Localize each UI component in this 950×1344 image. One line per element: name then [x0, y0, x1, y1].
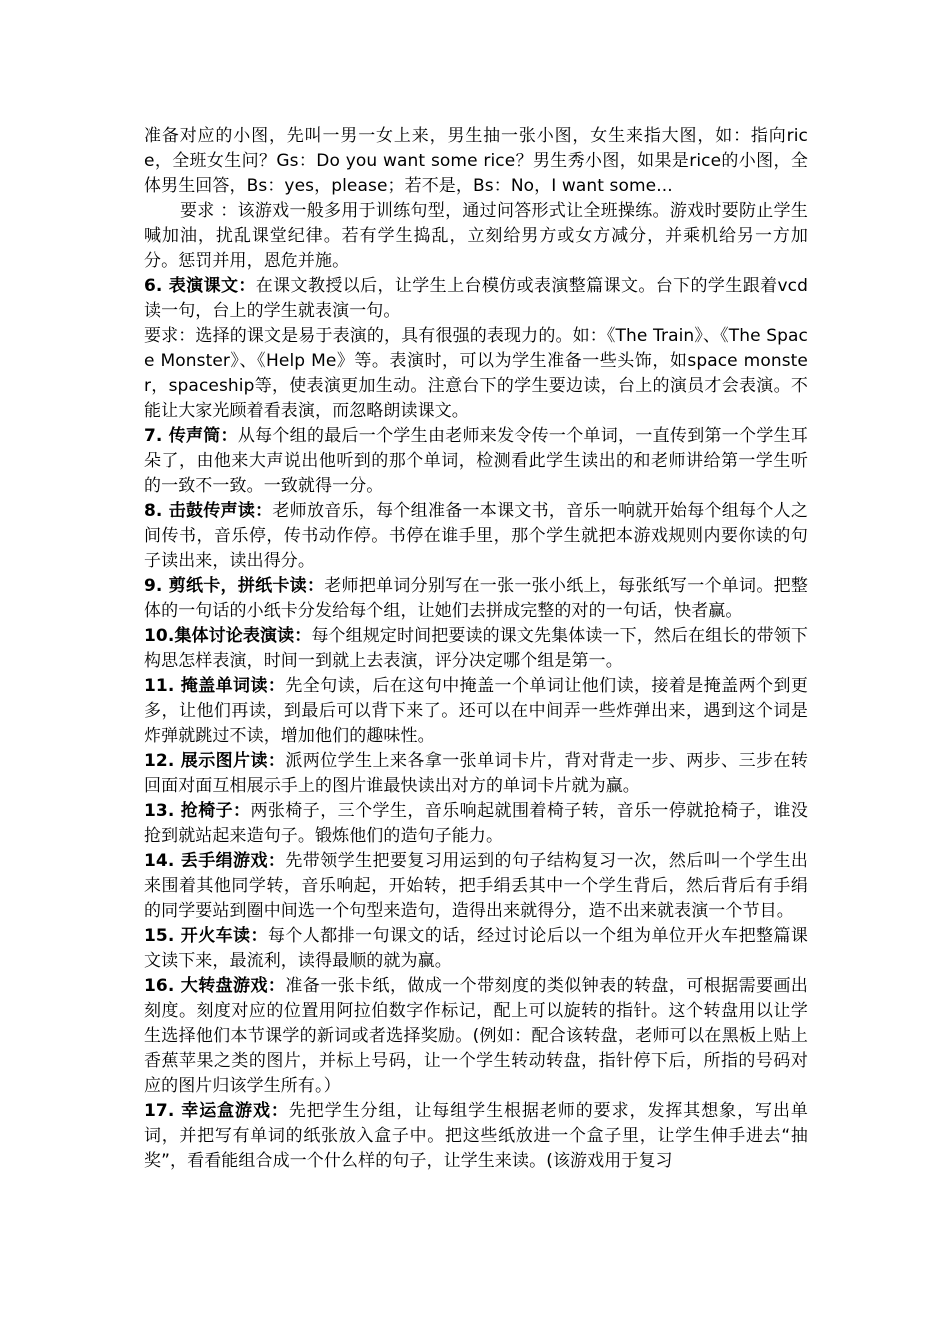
item-14: [144, 849, 808, 924]
item-6-title: 6. 表演课文：: [144, 276, 256, 296]
item-17: [144, 1099, 808, 1174]
intro-continuation: 准备对应的小图，先叫一男一女上来，男生抽一张小图，女生来指大图，如：指向rice，全班女生问？Gs：Do you want some rice？男生秀小图，如果是rice的小图，全体男生回答，Bs：yes，please；若不是，Bs：No，I want some...: [144, 126, 808, 196]
item-12: [144, 749, 808, 799]
item-13-body: 两张椅子，三个学生，音乐响起就围着椅子转，音乐一停就抢椅子，谁没抢到就站起来造句子。锻炼他们的造句子能力。: [144, 801, 808, 846]
item-14-title: 14. 丢手绢游戏：: [144, 851, 286, 871]
item-8-title: 8. 击鼓传声读：: [144, 501, 273, 521]
item-9-body: 老师把单词分别写在一张一张小纸上，每张纸写一个单词。把整体的一句话的小纸卡分发给每个组，让她们去拼成完整的对的一句话，快者赢。: [144, 576, 808, 621]
item-15: [144, 924, 808, 974]
item-14-body: 先带领学生把要复习用运到的句子结构复习一次，然后叫一个学生出来围着其他同学转，音乐响起，开始转，把手绢丢其中一个学生背后，然后背后有手绢的同学要站到圈中间选一个句型来造句，造得出来就得分，造不出来就表演一个节目。: [144, 851, 808, 921]
item-13-title: 13. 抢椅子：: [144, 801, 251, 821]
item-9: [144, 574, 808, 624]
item-12-title: 12. 展示图片读：: [144, 751, 286, 771]
item-16-title: 16. 大转盘游戏：: [144, 976, 286, 996]
item-11-body: 先全句读，后在这句中掩盖一个单词让他们读，接着是掩盖两个到更多，让他们再读，到最后可以背下来了。还可以在中间弄一些炸弹出来，遇到这个词是炸弹就跳过不读，增加他们的趣味性。: [144, 676, 808, 746]
item-10-body: 每个组规定时间把要读的课文先集体读一下，然后在组长的带领下构思怎样表演，时间一到就上去表演，评分决定哪个组是第一。: [144, 626, 808, 671]
item-7-title: 7. 传声筒：: [144, 426, 238, 446]
item-16: [144, 974, 808, 1099]
item-7-body: 从每个组的最后一个学生由老师来发令传一个单词，一直传到第一个学生耳朵了，由他来大声说出他听到的那个单词，检测看此学生读出的和老师讲给第一学生听的一致不一致。一致就得一分。: [144, 426, 808, 496]
item-11-title: 11. 掩盖单词读：: [144, 676, 286, 696]
intro-requirement: 要求 ：该游戏一般多用于训练句型，通过问答形式让全班操练。游戏时要防止学生喊加油，扰乱课堂纪律。若有学生捣乱，立刻给男方或女方减分，并乘机给另一方加分。惩罚并用，恩危并施。: [144, 201, 808, 271]
item-8-body: 老师放音乐，每个组准备一本课文书，音乐一响就开始每个组每个人之间传书，音乐停，传书动作停。书停在谁手里，那个学生就把本游戏规则内要你读的句子读出来，读出得分。: [144, 501, 808, 571]
item-11: [144, 674, 808, 749]
item-16-body: 准备一张卡纸，做成一个带刻度的类似钟表的转盘，可根据需要画出刻度。刻度对应的位置用阿拉伯数字作标记，配上可以旋转的指针。这个转盘用以让学生选择他们本节课学的新词或者选择奖励。(例如：配合该转盘，老师可以在黑板上贴上香蕉苹果之类的图片，并标上号码，让一个学生转动转盘，指针停下后，所指的号码对应的图片归该学生所有。）: [144, 976, 808, 1096]
item-15-body: 每个人都排一句课文的话，经过讨论后以一个组为单位开火车把整篇课文读下来，最流利，读得最顺的就为赢。: [144, 926, 808, 971]
item-17-body: 先把学生分组，让每组学生根据老师的要求，发挥其想象，写出单词，并把写有单词的纸张放入盒子中。把这些纸放进一个盒子里，让学生伸手进去“抽奖”，看看能组合成一个什么样的句子，让学生来读。(该游戏用于复习: [144, 1101, 808, 1171]
item-12-body: 派两位学生上来各拿一张单词卡片，背对背走一步、两步、三步在转回面对面互相展示手上的图片谁最快读出对方的单词卡片就为赢。: [144, 751, 808, 796]
item-17-title: 17. 幸运盒游戏：: [144, 1101, 289, 1121]
item-6-note: 要求：选择的课文是易于表演的，具有很强的表现力的。如：《The Train》、《The Space Monster》、《Help Me》等。表演时，可以为学生准备一些头饰，如space monster，spaceship等，使表演更加生动。注意台下的学生要边读，台上的演员才会表演。不能让大家光顾着看表演，而忽略朗读课文。: [144, 326, 808, 421]
item-10: [144, 624, 808, 674]
document-page: [144, 124, 808, 1174]
item-7: [144, 424, 808, 499]
item-9-title: 9. 剪纸卡，拼纸卡读：: [144, 576, 325, 596]
item-13: [144, 799, 808, 849]
item-6: [144, 274, 808, 324]
item-8: [144, 499, 808, 574]
item-6-body: 在课文教授以后，让学生上台模仿或表演整篇课文。台下的学生跟着vcd读一句，台上的学生就表演一句。: [144, 276, 808, 321]
item-15-title: 15. 开火车读：: [144, 926, 268, 946]
item-10-title: 10.集体讨论表演读：: [144, 626, 312, 646]
